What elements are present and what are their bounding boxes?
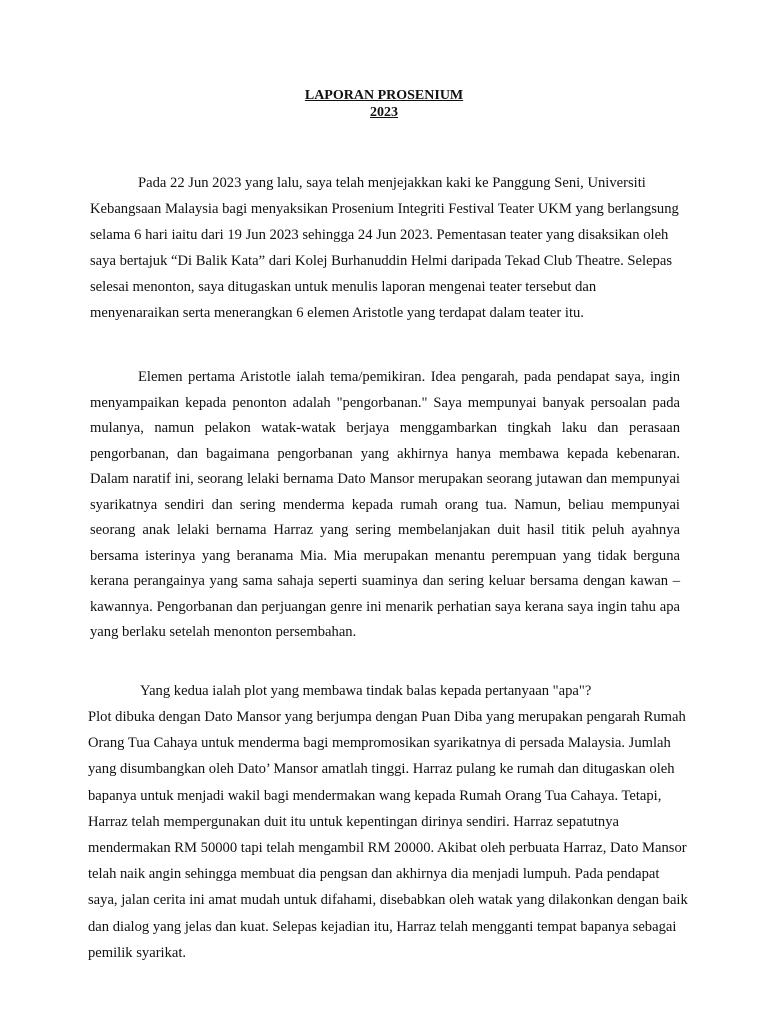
paragraph-theme: Elemen pertama Aristotle ialah tema/pemikiran. Idea pengarah, pada pendapat saya, ingin menyampaikan kepada penonton adalah "pengorbanan." Saya mempunyai banyak persoalan pada mulanya, namun pelakon watak-watak berjaya menggambarkan tingkah laku dan perasaan pengorbanan, dan bagaimana pengorbanan yang akhirnya hanya membawa kepada kebenaran. Dalam naratif ini, seorang lelaki bernama Dato Mansor merupakan seorang jutawan dan mempunyai syarikatnya sendiri dan sering menderma kepada rumah orang tua. Namun, beliau mempunyai seorang anak lelaki bernama Harraz yang sering membelanjakan duit hasil titik peluh ayahnya bersama isterinya yang beranama Mia. Mia merupakan menantu perempuan yang tidak berguna kerana perangainya yang sama sahaja seperti suaminya dan sering keluar bersama dengan kawan – kawannya. Pengorbanan dan perjuangan genre ini menarik perhatian saya kerana saya ingin tahu apa yang berlaku setelah menonton persembahan. (90, 369, 680, 640)
title-line-1: LAPORAN PROSENIUM (304, 88, 464, 103)
document-title (0, 87, 768, 121)
title-line-2: 2023 (370, 105, 398, 120)
paragraph-plot-heading: Yang kedua ialah plot yang membawa tindak balas kepada pertanyaan "apa"? (140, 683, 592, 699)
paragraph-plot: Plot dibuka dengan Dato Mansor yang berjumpa dengan Puan Diba yang merupakan pengarah Rumah Orang Tua Cahaya untuk menderma bagi mempromosikan syarikatnya di persada Malaysia. Jumlah yang disumbangkan oleh Dato’ Mansor amatlah tinggi. Harraz pulang ke rumah dan ditugaskan oleh bapanya untuk menjadi wakil bagi mendermakan wang kepada Rumah Orang Tua Cahaya. Tetapi, Harraz telah mempergunakan duit itu untuk kepentingan dirinya sendiri. Harraz sepatutnya mendermakan RM 50000 tapi telah mengambil RM 20000. Akibat oleh perbuata Harraz, Dato Mansor telah naik angin sehingga membuat dia pengsan dan akhirnya dia menjadi lumpuh. Pada pendapat saya, jalan cerita ini amat mudah untuk difahami, disebabkan oleh watak yang dilakonkan dengan baik dan dialog yang jelas dan kuat. Selepas kejadian itu, Harraz telah mengganti tempat bapanya sebagai pemilik syarikat. (88, 709, 688, 961)
paragraph-intro: Pada 22 Jun 2023 yang lalu, saya telah menjejakkan kaki ke Panggung Seni, Universiti Kebangsaan Malaysia bagi menyaksikan Prosenium Integriti Festival Teater UKM yang berlangsung selama 6 hari iaitu dari 19 Jun 2023 sehingga 24 Jun 2023. Pementasan teater yang disaksikan oleh saya bertajuk “Di Balik Kata” dari Kolej Burhanuddin Helmi daripada Tekad Club Theatre. Selepas selesai menonton, saya ditugaskan untuk menulis laporan mengenai teater tersebut dan menyenaraikan serta menerangkan 6 elemen Aristotle yang terdapat dalam teater itu. (90, 175, 679, 321)
